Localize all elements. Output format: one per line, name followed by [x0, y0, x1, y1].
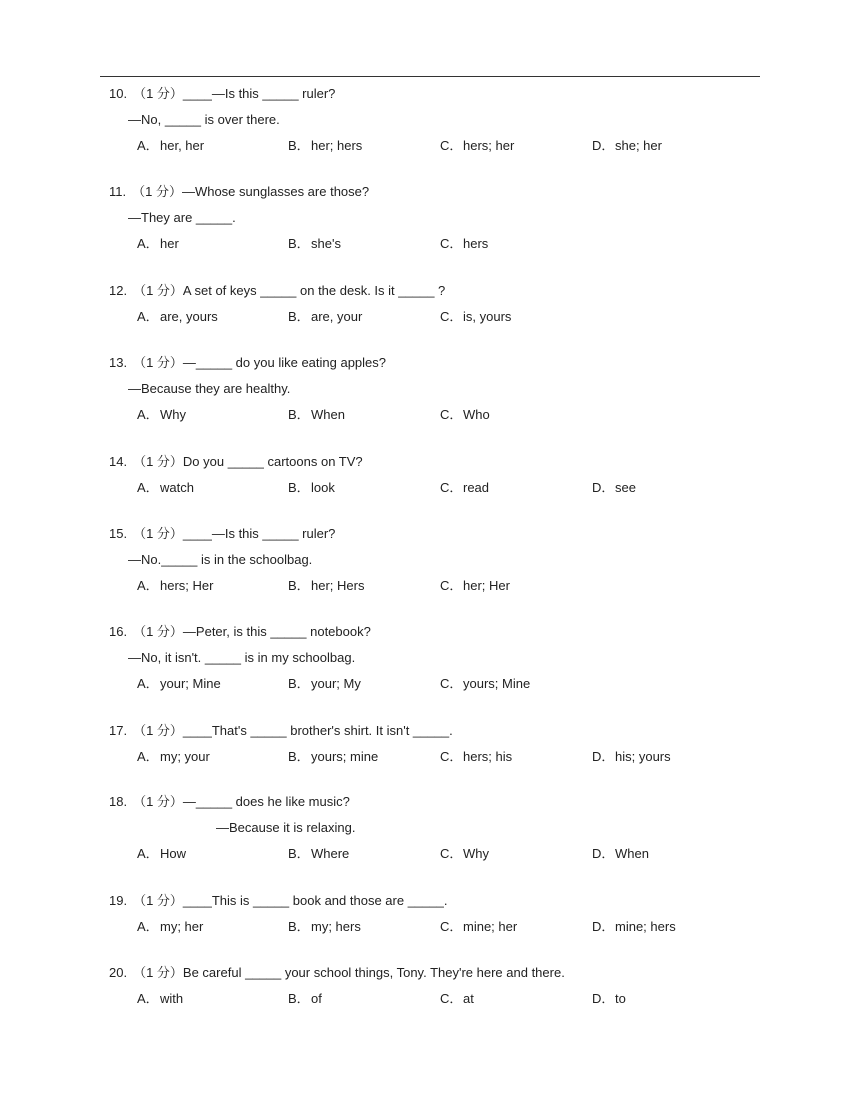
- option-text: see: [615, 480, 636, 495]
- option-text: hers; her: [463, 138, 515, 153]
- option-text: at: [463, 991, 474, 1006]
- question-number: 19.: [109, 893, 128, 908]
- answer-options: [109, 576, 759, 596]
- option-letter: B．: [288, 138, 310, 153]
- answer-option-b[interactable]: [288, 844, 349, 864]
- option-text: her: [160, 236, 179, 251]
- question-score: （1 分）: [133, 624, 183, 639]
- question-response-line: —Because they are healthy.: [128, 381, 291, 396]
- answer-option-c[interactable]: [440, 917, 517, 937]
- answer-option-c[interactable]: [440, 405, 490, 425]
- question-stem-line: [109, 182, 759, 208]
- answer-option-a[interactable]: [137, 405, 186, 425]
- question-score: （1 分）: [133, 454, 183, 469]
- option-text: watch: [160, 480, 194, 495]
- option-text: her; Her: [463, 578, 510, 593]
- option-letter: A．: [137, 480, 159, 495]
- question-18: [109, 792, 759, 864]
- answer-option-a[interactable]: [137, 136, 204, 156]
- option-text: Why: [463, 846, 489, 861]
- question-number: 11.: [109, 184, 127, 199]
- option-text: hers; Her: [160, 578, 214, 593]
- option-letter: A．: [137, 846, 159, 861]
- option-text: she; her: [615, 138, 662, 153]
- answer-option-d[interactable]: [592, 917, 676, 937]
- question-score: （1 分）: [133, 86, 183, 101]
- answer-option-b[interactable]: [288, 136, 362, 156]
- question-20: [109, 963, 759, 1009]
- question-stem-line: [109, 353, 759, 379]
- question-stem: —_____ do you like eating apples?: [182, 355, 387, 370]
- answer-option-d[interactable]: [592, 478, 636, 498]
- option-text: my; hers: [311, 919, 361, 934]
- answer-option-a[interactable]: [137, 989, 183, 1009]
- option-letter: A．: [137, 991, 159, 1006]
- question-14: [109, 452, 759, 498]
- option-letter: A．: [137, 676, 159, 691]
- option-letter: D．: [592, 480, 615, 495]
- option-letter: C．: [440, 919, 463, 934]
- option-letter: C．: [440, 991, 463, 1006]
- question-13: [109, 353, 759, 425]
- option-letter: B．: [288, 480, 310, 495]
- question-stem: Do you _____ cartoons on TV?: [182, 454, 363, 469]
- question-number: 20.: [109, 965, 128, 980]
- question-stem-line: [109, 622, 759, 648]
- option-letter: A．: [137, 578, 159, 593]
- option-text: my; her: [160, 919, 204, 934]
- answer-option-c[interactable]: [440, 576, 510, 596]
- option-letter: B．: [288, 676, 310, 691]
- option-text: to: [615, 991, 626, 1006]
- answer-options: [109, 234, 759, 254]
- option-text: her; hers: [311, 138, 363, 153]
- question-response-line: —No, it isn't. _____ is in my schoolbag.: [128, 650, 356, 665]
- answer-option-c[interactable]: [440, 136, 514, 156]
- answer-option-c[interactable]: [440, 234, 488, 254]
- answer-option-a[interactable]: [137, 576, 213, 596]
- answer-option-b[interactable]: [288, 405, 345, 425]
- option-text: are, yours: [160, 309, 218, 324]
- answer-option-b[interactable]: [288, 478, 335, 498]
- answer-option-a[interactable]: [137, 674, 221, 694]
- option-letter: B．: [288, 407, 310, 422]
- option-text: her, her: [160, 138, 205, 153]
- answer-option-c[interactable]: [440, 307, 511, 327]
- option-letter: A．: [137, 749, 159, 764]
- option-text: Why: [160, 407, 186, 422]
- answer-options: [109, 136, 759, 156]
- option-text: hers; his: [463, 749, 513, 764]
- question-score: （1 分）: [132, 184, 182, 199]
- question-stem: Be careful _____ your school things, Tony. They're here and there.: [182, 965, 565, 980]
- question-19: [109, 891, 759, 937]
- option-letter: D．: [592, 749, 615, 764]
- option-letter: C．: [440, 480, 463, 495]
- option-letter: A．: [137, 236, 159, 251]
- answer-options: [109, 844, 759, 864]
- option-letter: D．: [592, 919, 615, 934]
- question-stem: ____—Is this _____ ruler?: [182, 86, 336, 101]
- answer-option-b[interactable]: [288, 917, 361, 937]
- option-text: mine; hers: [615, 919, 676, 934]
- option-text: his; yours: [615, 749, 671, 764]
- option-letter: D．: [592, 991, 615, 1006]
- option-letter: A．: [137, 138, 159, 153]
- answer-option-d[interactable]: [592, 844, 649, 864]
- answer-option-a[interactable]: [137, 307, 218, 327]
- question-number: 13.: [109, 355, 128, 370]
- answer-option-c[interactable]: [440, 674, 530, 694]
- question-stem: —Whose sunglasses are those?: [181, 184, 370, 199]
- question-12: [109, 281, 759, 327]
- answer-option-b[interactable]: [288, 674, 361, 694]
- question-stem-line: [109, 452, 759, 478]
- question-15: [109, 524, 759, 596]
- answer-options: [109, 747, 759, 767]
- option-text: your; My: [311, 676, 361, 691]
- answer-option-a[interactable]: [137, 478, 194, 498]
- question-score: （1 分）: [133, 283, 183, 298]
- answer-option-c[interactable]: [440, 478, 489, 498]
- option-letter: C．: [440, 407, 463, 422]
- question-number: 16.: [109, 624, 128, 639]
- option-letter: C．: [440, 846, 463, 861]
- question-score: （1 分）: [133, 723, 183, 738]
- question-number: 12.: [109, 283, 128, 298]
- question-stem-line: [109, 891, 759, 917]
- question-stem-line: [109, 721, 759, 747]
- question-stem: ____—Is this _____ ruler?: [182, 526, 336, 541]
- question-number: 10.: [109, 86, 128, 101]
- question-number: 18.: [109, 794, 128, 809]
- answer-option-b[interactable]: [288, 576, 364, 596]
- question-stem-line: [109, 84, 759, 110]
- answer-options: [109, 478, 759, 498]
- option-letter: C．: [440, 749, 463, 764]
- question-number: 17.: [109, 723, 128, 738]
- option-letter: A．: [137, 309, 159, 324]
- answer-options: [109, 674, 759, 694]
- option-letter: B．: [288, 236, 310, 251]
- answer-options: [109, 989, 759, 1009]
- option-text: her; Hers: [311, 578, 365, 593]
- option-text: read: [463, 480, 490, 495]
- answer-option-c[interactable]: [440, 989, 474, 1009]
- answer-option-a[interactable]: [137, 844, 186, 864]
- question-11: [109, 182, 759, 254]
- option-letter: B．: [288, 749, 310, 764]
- question-response-line: —Because it is relaxing.: [216, 820, 356, 835]
- question-response-line: —They are _____.: [128, 210, 236, 225]
- option-text: is, yours: [463, 309, 512, 324]
- option-text: Who: [463, 407, 490, 422]
- question-17: [109, 721, 759, 767]
- option-text: mine; her: [463, 919, 518, 934]
- answer-option-b[interactable]: [288, 234, 341, 254]
- option-text: Where: [311, 846, 350, 861]
- option-letter: A．: [137, 407, 159, 422]
- option-text: yours; Mine: [463, 676, 531, 691]
- option-letter: D．: [592, 138, 615, 153]
- question-score: （1 分）: [133, 965, 183, 980]
- option-text: When: [311, 407, 345, 422]
- option-letter: C．: [440, 676, 463, 691]
- question-stem-line: [109, 963, 759, 989]
- option-letter: C．: [440, 236, 463, 251]
- question-number: 14.: [109, 454, 128, 469]
- answer-option-a[interactable]: [137, 234, 179, 254]
- question-score: （1 分）: [133, 893, 183, 908]
- question-score: （1 分）: [133, 355, 183, 370]
- answer-option-b[interactable]: [288, 307, 362, 327]
- question-stem: —_____ does he like music?: [182, 794, 350, 809]
- option-text: yours; mine: [311, 749, 379, 764]
- answer-option-a[interactable]: [137, 917, 203, 937]
- option-letter: C．: [440, 309, 463, 324]
- option-text: are, your: [311, 309, 363, 324]
- answer-option-c[interactable]: [440, 747, 512, 767]
- question-response-line: —No._____ is in the schoolbag.: [128, 552, 313, 567]
- option-text: hers: [463, 236, 489, 251]
- option-text: she's: [311, 236, 341, 251]
- option-text: with: [160, 991, 184, 1006]
- question-stem: ____That's _____ brother's shirt. It isn't _____.: [182, 723, 453, 738]
- option-letter: B．: [288, 578, 310, 593]
- question-stem: A set of keys _____ on the desk. Is it _____ ?: [182, 283, 446, 298]
- answer-options: [109, 307, 759, 327]
- answer-option-d[interactable]: [592, 989, 626, 1009]
- question-16: [109, 622, 759, 694]
- option-letter: A．: [137, 919, 159, 934]
- option-letter: D．: [592, 846, 615, 861]
- option-letter: B．: [288, 991, 310, 1006]
- answer-option-b[interactable]: [288, 747, 378, 767]
- answer-options: [109, 405, 759, 425]
- question-score: （1 分）: [133, 794, 183, 809]
- option-text: When: [615, 846, 649, 861]
- option-text: How: [160, 846, 187, 861]
- answer-option-c[interactable]: [440, 844, 489, 864]
- question-stem-line: [109, 524, 759, 550]
- question-stem: —Peter, is this _____ notebook?: [182, 624, 371, 639]
- question-response-line: —No, _____ is over there.: [128, 112, 280, 127]
- question-stem: ____This is _____ book and those are _____.: [182, 893, 448, 908]
- answer-option-d[interactable]: [592, 747, 671, 767]
- option-text: of: [311, 991, 322, 1006]
- option-text: your; Mine: [160, 676, 221, 691]
- question-stem-line: [109, 281, 759, 307]
- question-number: 15.: [109, 526, 128, 541]
- option-letter: B．: [288, 309, 310, 324]
- question-10: [109, 84, 759, 156]
- answer-option-b[interactable]: [288, 989, 322, 1009]
- option-text: look: [311, 480, 335, 495]
- answer-option-d[interactable]: [592, 136, 662, 156]
- option-text: my; your: [160, 749, 210, 764]
- answer-option-a[interactable]: [137, 747, 210, 767]
- option-letter: C．: [440, 138, 463, 153]
- question-score: （1 分）: [133, 526, 183, 541]
- question-stem-line: [109, 792, 759, 818]
- option-letter: B．: [288, 919, 310, 934]
- answer-options: [109, 917, 759, 937]
- option-letter: C．: [440, 578, 463, 593]
- header-divider: [100, 76, 760, 77]
- option-letter: B．: [288, 846, 310, 861]
